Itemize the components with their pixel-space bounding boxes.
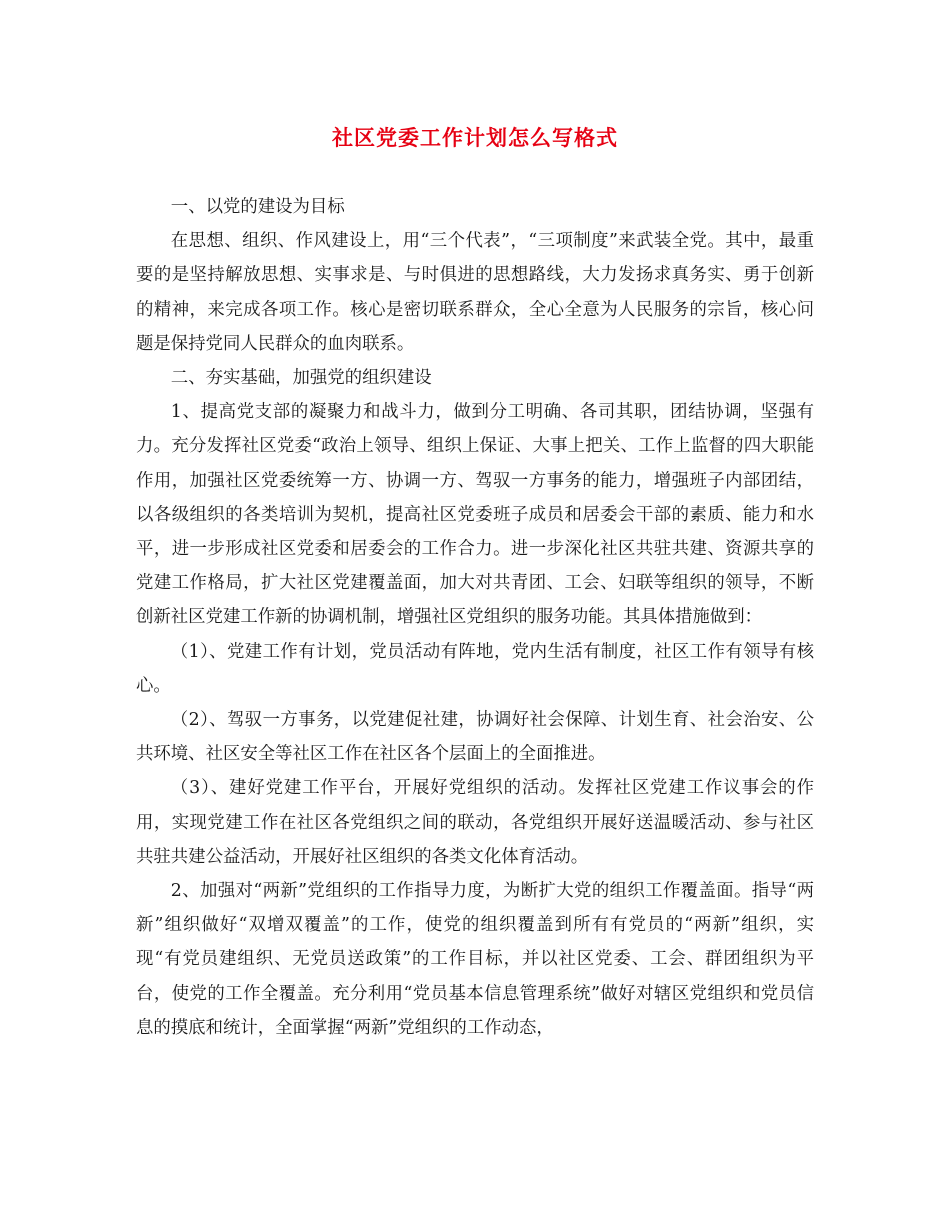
list-item: （3）、建好党建工作平台，开展好党组织的活动。发挥社区党建工作议事会的作用，实现党建工作在社区各党组织之间的联动，各党组织开展好送温暖活动、参与社区共驻共建公益活动，开展好社区组织的各类文化体育活动。 xyxy=(136,778,814,867)
paragraph: 1、提高党支部的凝聚力和战斗力，做到分工明确、各司其职，团结协调，坚强有力。充分发挥社区党委“政治上领导、组织上保证、大事上把关、工作上监督的四大职能作用，加强社区党委统筹一方、协调一方、驾驭一方事务的能力，增强班子内部团结，以各级组织的各类培训为契机，提高社区党委班子成员和居委会干部的素质、能力和水平，进一步形成社区党委和居委会的工作合力。进一步深化社区共驻共建、资源共享的党建工作格局，扩大社区党建覆盖面，加大对共青团、工会、妇联等组织的领导，不断创新社区党建工作新的协调机制，增强社区党组织的服务功能。其具体措施做到： xyxy=(136,402,814,628)
section-heading-1: 一、以党的建设为目标 xyxy=(170,197,345,217)
list-item: （2）、驾驭一方事务，以党建促社建，协调好社会保障、计划生育、社会治安、公共环境、社区安全等社区工作在社区各个层面上的全面推进。 xyxy=(136,710,814,765)
section-heading-2: 二、夯实基础，加强党的组织建设 xyxy=(170,368,432,389)
document-title: 社区党委工作计划怎么写格式 xyxy=(332,125,618,150)
document-body xyxy=(136,190,814,1045)
paragraph: 在思想、组织、作风建设上，用“三个代表”，“三项制度”来武装全党。其中，最重要的是坚持解放思想、实事求是、与时俱进的思想路线，大力发扬求真务实、勇于创新的精神，来完成各项工作。核心是密切联系群众，全心全意为人民服务的宗旨，核心问题是保持党同人民群众的血肉联系。 xyxy=(136,231,814,354)
paragraph: 2、加强对“两新”党组织的工作指导力度，为断扩大党的组织工作覆盖面。指导“两新”组织做好“双增双覆盖”的工作，使党的组织覆盖到所有有党员的“两新”组织，实现“有党员建组织、无党员送政策”的工作目标，并以社区党委、工会、群团组织为平台，使党的工作全覆盖。充分利用“党员基本信息管理系统”做好对辖区党组织和党员信息的摸底和统计，全面掌握“两新”党组织的工作动态， xyxy=(136,881,814,1038)
list-item: （1）、党建工作有计划，党员活动有阵地，党内生活有制度，社区工作有领导有核心。 xyxy=(136,641,814,696)
